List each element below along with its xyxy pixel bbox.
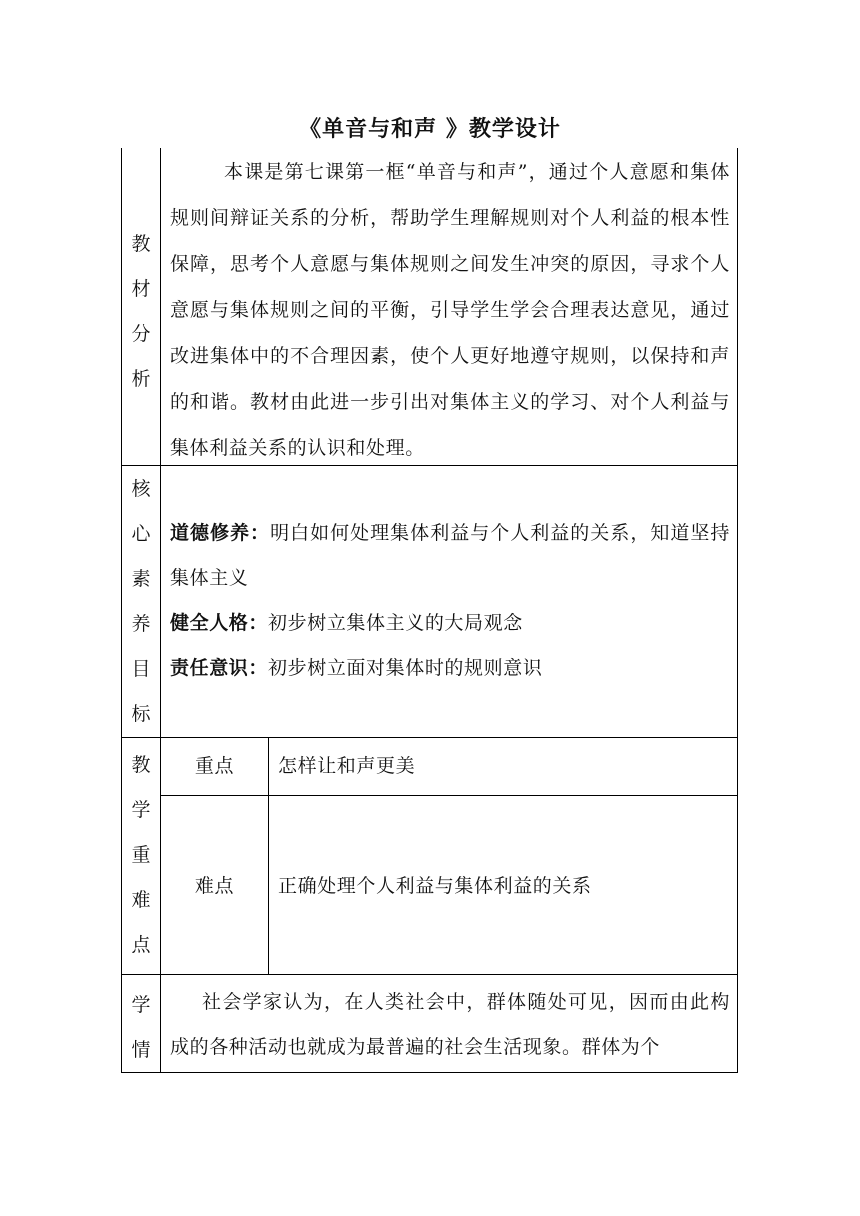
keypoints-label-char: 点: [131, 934, 151, 956]
learner-text: 社会学家认为，在人类社会中，群体随处可见，因而由此构成的各种活动也就成为最普遍的社会生活现象。群体为个: [170, 991, 730, 1058]
difficulty-text: 正确处理个人利益与集体利益的关系: [278, 875, 592, 897]
keypoints-label-char: 重: [131, 844, 151, 866]
goals-label-char: 目: [131, 658, 151, 680]
keypoint-column-divider: [268, 737, 269, 974]
document-title: 《单音与和声 》教学设计: [299, 117, 561, 142]
analysis-label-char: 材: [131, 278, 151, 300]
analysis-label-char: 分: [131, 323, 151, 345]
goals-label-char: 养: [131, 613, 151, 635]
goal-label: 道德修养：: [170, 522, 271, 544]
row-divider-2: [121, 737, 738, 738]
keypoints-label-char: 学: [131, 799, 151, 821]
goals-label-char: 心: [131, 523, 151, 545]
keypoints-label: [121, 743, 161, 968]
goal-text: 初步树立面对集体时的规则意识: [268, 657, 543, 679]
goal-label: 健全人格：: [170, 612, 269, 634]
goals-label: [121, 467, 161, 737]
analysis-label-char: 析: [131, 368, 151, 390]
analysis-text: 本课是第七课第一框“单音与和声”，通过个人意愿和集体规则间辩证关系的分析，帮助学生理解规则对个人利益的根本性保障，思考个人意愿与集体规则之间发生冲突的原因，寻求个人意愿与集体规则之间的平衡，引导学生学会合理表达意见，通过改进集体中的不合理因素，使个人更好地遵守规则，以保持和声的和谐。教材由此进一步引出对集体主义的学习、对个人利益与集体利益关系的认识和处理。: [170, 161, 730, 459]
table-border-right: [737, 148, 738, 1073]
keypoints-label-char: 教: [131, 754, 151, 776]
focus-text: 怎样让和声更美: [278, 755, 416, 777]
analysis-label-char: 教: [131, 233, 151, 255]
goal-text: 明白如何处理集体利益与个人利益的关系，知道坚持集体主义: [170, 522, 730, 589]
goal-item: [170, 601, 730, 646]
learner-label-char: 学: [131, 994, 151, 1016]
row-divider-3: [121, 974, 738, 975]
keypoints-label-char: 难: [131, 889, 151, 911]
goal-item: [170, 646, 730, 691]
goals-label-char: 核: [131, 478, 151, 500]
analysis-label: [121, 222, 161, 402]
goal-label: 责任意识：: [170, 657, 269, 679]
learner-label: [121, 983, 161, 1073]
goal-text: 初步树立集体主义的大局观念: [268, 612, 523, 634]
table-border-bottom: [121, 1072, 738, 1073]
goals-label-char: 标: [131, 703, 151, 725]
difficulty-label: 难点: [194, 875, 235, 897]
goals-label-char: 素: [131, 568, 151, 590]
row-divider-inner: [160, 795, 738, 796]
goal-item: [170, 511, 730, 601]
goals-list: [170, 511, 730, 691]
focus-label: 重点: [194, 755, 235, 777]
learner-label-char: 情: [131, 1039, 151, 1061]
